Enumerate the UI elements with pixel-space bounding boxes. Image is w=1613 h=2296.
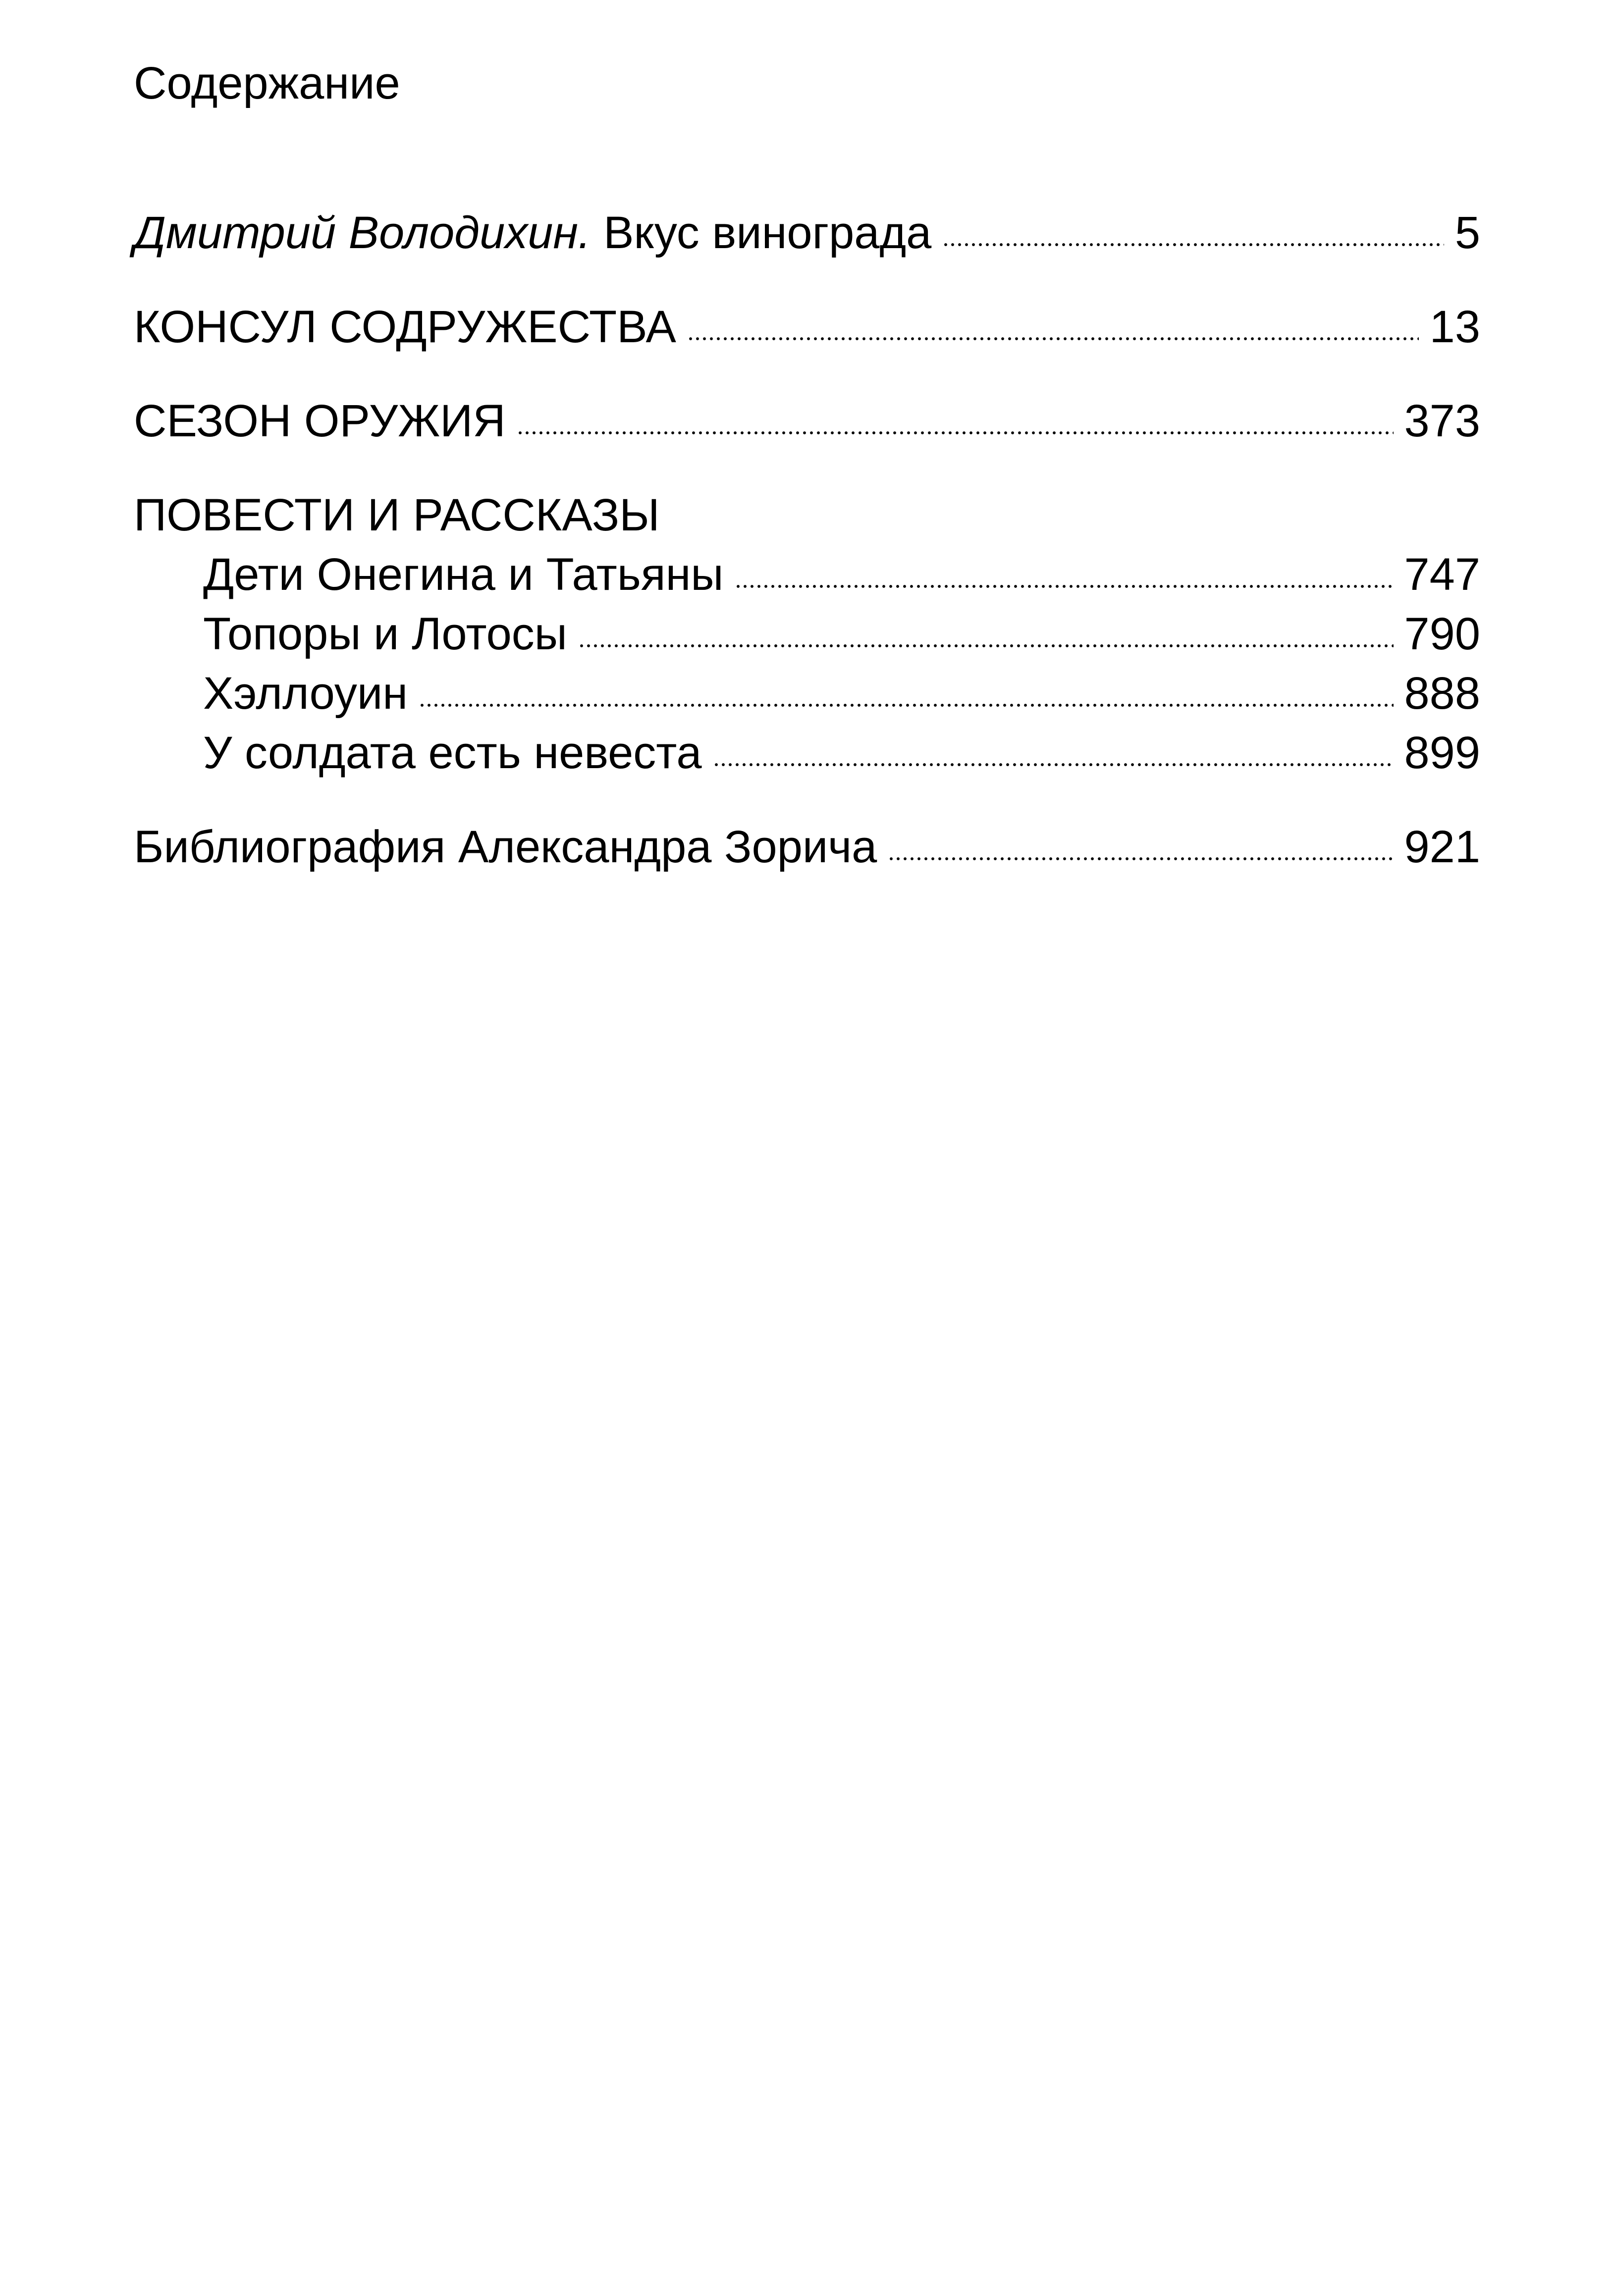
dot-leader <box>419 702 1393 709</box>
toc-subentry-title: У солдата есть невеста <box>203 728 702 778</box>
toc-subentry-page: 747 <box>1404 549 1480 600</box>
toc-entry-page: 5 <box>1454 208 1480 258</box>
toc-entry-novel-1 <box>134 292 1480 362</box>
dot-leader <box>713 761 1394 768</box>
toc-subentry <box>203 659 1480 728</box>
toc-entry-page: 921 <box>1404 822 1480 872</box>
toc-entry-bibliography <box>134 812 1480 882</box>
dot-leader <box>517 429 1394 436</box>
dot-leader <box>578 642 1394 649</box>
toc-subentry-page: 790 <box>1404 609 1480 659</box>
toc-entry-preface <box>134 198 1480 267</box>
toc-section-heading: ПОВЕСТИ И РАССКАЗЫ <box>134 490 660 540</box>
toc-subentry-title: Хэллоуин <box>203 668 408 719</box>
toc-entry-page: 13 <box>1429 302 1480 352</box>
dot-leader <box>888 855 1393 862</box>
toc-entry-page: 373 <box>1404 396 1480 446</box>
toc-subentry <box>203 718 1480 787</box>
dot-leader <box>942 241 1444 248</box>
toc-subentry <box>203 599 1480 669</box>
toc-subentry-page: 888 <box>1404 668 1480 719</box>
toc-entry-title <box>134 198 931 267</box>
dot-leader <box>687 335 1419 342</box>
dot-leader <box>735 583 1394 590</box>
toc-entry-author: Дмитрий Володихин. <box>134 208 591 258</box>
toc-entry-novel-2 <box>134 386 1480 456</box>
toc-subentry-page: 899 <box>1404 728 1480 778</box>
toc-subentry-title: Топоры и Лотосы <box>203 609 567 659</box>
toc-entry-title: СЕЗОН ОРУЖИЯ <box>134 396 506 446</box>
toc-entry-title: КОНСУЛ СОДРУЖЕСТВА <box>134 302 676 352</box>
page-title: Содержание <box>134 58 400 108</box>
toc-entry-title-text: Вкус винограда <box>603 208 932 258</box>
toc-subentry-title: Дети Онегина и Татьяны <box>203 549 724 600</box>
toc-subentry <box>203 540 1480 609</box>
toc-entry-title: Библиография Александра Зорича <box>134 822 877 872</box>
